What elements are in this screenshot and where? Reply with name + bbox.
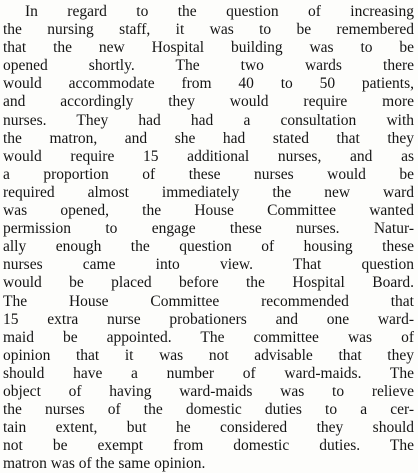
article-line: not be exempt from domestic duties. The — [3, 437, 414, 455]
article-line: opinion that it was not advisable that they — [3, 346, 414, 364]
article-line: and accordingly they would require more — [3, 93, 414, 111]
article-line: a proportion of these nurses would be — [3, 165, 414, 183]
article-line: object of having ward-maids was to relieve — [3, 382, 414, 400]
article-line: would be placed before the Hospital Board. — [3, 274, 414, 292]
article-line: 15 extra nurse probationers and one ward- — [3, 310, 414, 328]
article-line: The House Committee recommended that — [3, 292, 414, 310]
article-line: the nursing staff, it was to be remembered — [3, 21, 414, 39]
article-line: should have a number of ward-maids. The — [3, 364, 414, 382]
article-line: matron was of the same opinion. — [3, 455, 206, 473]
article-line: the matron, and she had stated that they — [3, 129, 414, 147]
article-line: the nurses of the domestic duties to a cer- — [3, 401, 414, 419]
article-line: required almost immediately the new ward — [3, 183, 414, 201]
article-line: permission to engage these nurses. Natur- — [3, 220, 414, 238]
article-line: maid be appointed. The committee was of — [3, 328, 414, 346]
article-line: was opened, the House Committee wanted — [3, 202, 414, 220]
article-line: opened shortly. The two wards there — [3, 57, 414, 75]
article-line: would accommodate from 40 to 50 patients, — [3, 75, 414, 93]
article-line: that the new Hospital building was to be — [3, 39, 414, 57]
article-line: tain extent, but he considered they should — [3, 419, 414, 437]
article-line: In regard to the question of increasing — [25, 3, 414, 20]
article-line: ally enough the question of housing these — [3, 238, 414, 256]
article-line: would require 15 additional nurses, and as — [3, 147, 414, 165]
article-line: nurses came into view. That question — [3, 256, 414, 274]
article-line: nurses. They had had a consultation with — [3, 111, 414, 129]
